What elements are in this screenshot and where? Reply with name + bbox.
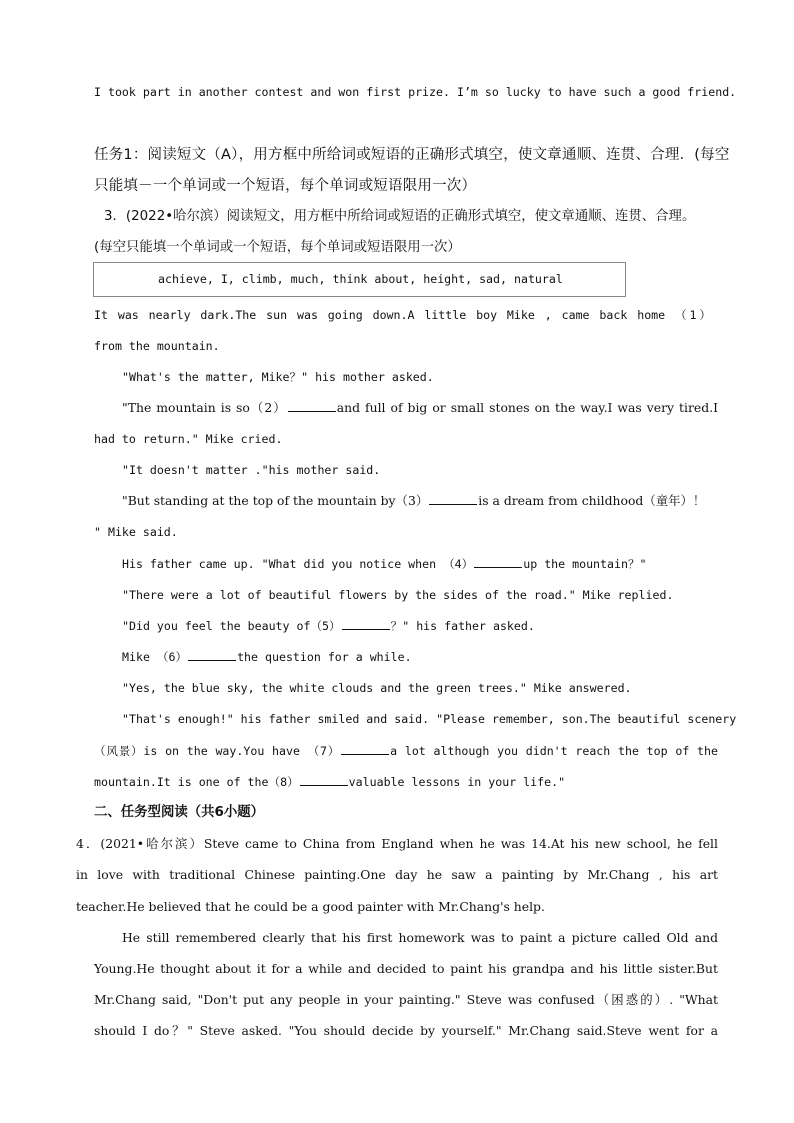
word-box bbox=[93, 262, 626, 297]
q3-header-line2: (每空只能填一个单词或一个短语，每个单词或短语限用一次） bbox=[94, 240, 461, 255]
blank-8[interactable] bbox=[300, 773, 348, 786]
q3-line7: "But standing at the top of the mountain by（3） is a dream from childhood（童年）！ bbox=[122, 493, 706, 508]
q3-line12: Mike （6） the question for a while. bbox=[122, 650, 412, 664]
q3-line13: "Yes, the blue sky, the white clouds and the green trees." Mike answered. bbox=[122, 681, 632, 695]
q4-line4: He still remembered clearly that his first homework was to paint a picture called Old and bbox=[122, 930, 718, 945]
q4-line1: 4．(2021•哈尔滨）Steve came to China from England when he was 14.At his new school, he fell bbox=[76, 836, 718, 851]
q3-line10: "There were a lot of beautiful flowers by the sides of the road." Mike replied. bbox=[122, 588, 674, 602]
q4-line2: in love with traditional Chinese painting.One day he saw a painting by Mr.Chang , his art bbox=[76, 867, 718, 882]
word-box-text: achieve, I, climb, much, think about, height, sad, natural bbox=[158, 272, 563, 286]
q3-line16: mountain.It is one of the（8） valuable lessons in your life." bbox=[94, 775, 566, 789]
q4-line3: teacher.He believed that he could be a good painter with Mr.Chang's help. bbox=[76, 899, 545, 914]
q4-line6: Mr.Chang said, "Don't put any people in your painting." Steve was confused（困惑的）. "What bbox=[94, 992, 718, 1007]
q3-line6: "It doesn't matter ."his mother said. bbox=[122, 463, 381, 477]
q4-line5: Young.He thought about it for a while and decided to paint his grandpa and his little sister.But bbox=[94, 961, 718, 976]
q3-line15: （风景）is on the way.You have （7） a lot although you didn't reach the top of the bbox=[94, 744, 718, 758]
q3-line11: "Did you feel the beauty of（5） ？" his father asked. bbox=[122, 619, 535, 633]
q4-line7: should I do？" Steve asked. "You should decide by yourself." Mr.Chang said.Steve went for a bbox=[94, 1023, 718, 1038]
q3-line8: " Mike said. bbox=[94, 525, 178, 539]
q3-line3: "What's the matter, Mike？" his mother asked. bbox=[122, 370, 434, 384]
q3-line4: "The mountain is so（2） and full of big or small stones on the way.I was very tired.I bbox=[122, 400, 718, 415]
blank-6[interactable] bbox=[188, 648, 236, 661]
q3-line5: had to return." Mike cried. bbox=[94, 432, 283, 446]
task1-instruction-line1: 任务1：阅读短文（A），用方框中所给词或短语的正确形式填空，使文章通顺、连贯、合理．(每空 bbox=[94, 147, 730, 163]
blank-4[interactable] bbox=[474, 555, 522, 568]
blank-7[interactable] bbox=[341, 742, 389, 755]
blank-2[interactable] bbox=[288, 399, 336, 412]
q3-line2: from the mountain. bbox=[94, 339, 220, 353]
section2-title: 二、任务型阅读（共6小题） bbox=[94, 805, 265, 820]
q3-line14: "That's enough!" his father smiled and said. "Please remember, son.The beautiful scenery bbox=[122, 712, 737, 726]
task1-instruction-line2: 只能填－一个单词或一个短语，每个单词或短语限用一次） bbox=[94, 178, 477, 194]
q3-line1: It was nearly dark.The sun was going down.A little boy Mike , came back home （1） bbox=[94, 308, 711, 322]
intro-line: I took part in another contest and won first prize. I’m so lucky to have such a good friend. bbox=[94, 85, 737, 99]
q3-header-line1: 3．(2022•哈尔滨）阅读短文，用方框中所给词或短语的正确形式填空，使文章通顺、连贯、合理。 bbox=[104, 209, 696, 224]
blank-3[interactable] bbox=[429, 492, 477, 505]
q3-line9: His father came up. "What did you notice when （4） up the mountain？" bbox=[122, 557, 647, 571]
blank-5[interactable] bbox=[342, 617, 390, 630]
